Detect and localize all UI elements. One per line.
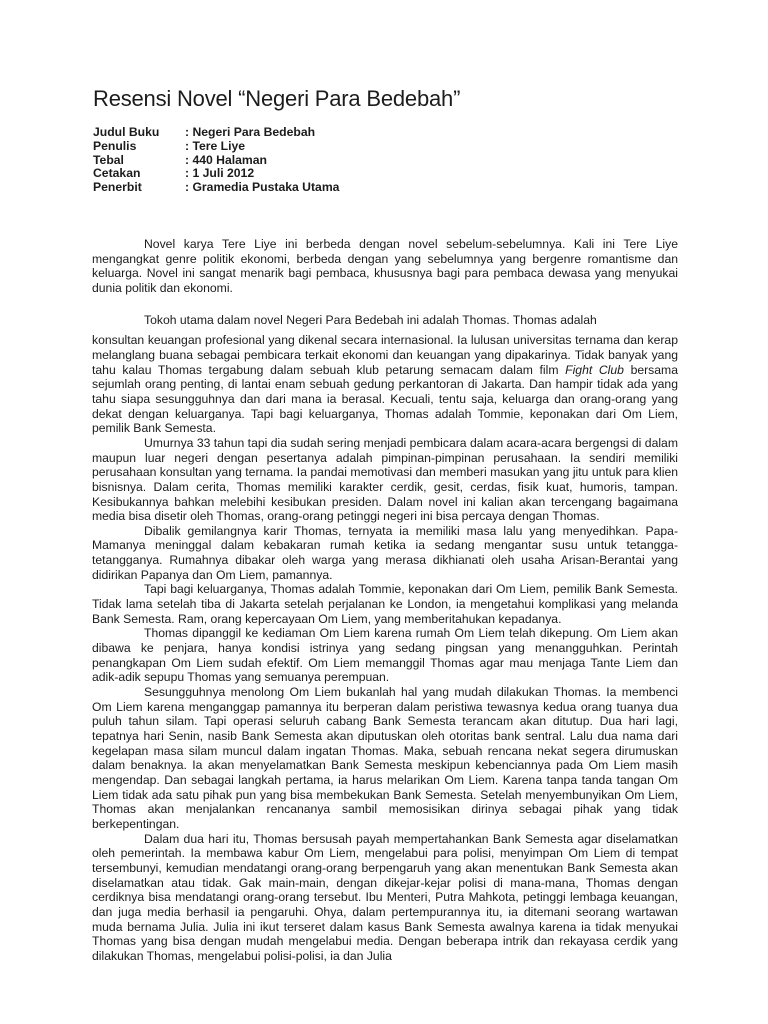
book-info-label: Penulis xyxy=(93,138,137,153)
book-info-value: : Negeri Para Bedebah xyxy=(185,125,316,139)
paragraph: Umurnya 33 tahun tapi dia sudah sering menjadi pembicara dalam acara-acara bergengsi di dalam maupun luar negeri dengan pesertanya adalah pimpinan-pimpinan perusahaan. Ia sendiri memiliki perusahaan konsultan yang ternama. Ia pandai memotivasi dan memberi masukan yang jitu untuk para klien bisnisnya. Dalam cerita, Thomas memiliki karakter cerdik, gesit, cerdas, fisik kuat, humoris, tampan. Kesibukannya bahkan melebihi kesibukan presiden. Dalam novel ini kalian akan tercengang bagaimana media bisa disetir oleh Thomas, orang-orang petinggi negeri ini bisa percaya dengan Thomas. xyxy=(92,435,678,524)
paragraph: Dibalik gemilangnya karir Thomas, ternyata ia memiliki masa lalu yang menyedihkan. Papa-Mamanya meninggal dalam kebakaran rumah ketika ia sedang mengantar susu untuk tetangga-tetangganya. Rumahnya dibakar oleh warga yang merasa dikhianati oleh usaha Arisan-Berantai yang didirikan Papanya dan Om Liem, pamannya. xyxy=(92,523,678,582)
book-info-label: Judul Buku xyxy=(93,125,160,139)
book-info-row xyxy=(93,126,339,140)
review-body xyxy=(92,237,678,964)
book-info-table xyxy=(93,126,339,195)
book-info-value: : Tere Liye xyxy=(185,138,246,153)
page-title: Resensi Novel “Negeri Para Bedebah” xyxy=(93,86,461,111)
book-info-value: : 1 Juli 2012 xyxy=(185,166,255,181)
book-info-label: Tebal xyxy=(93,152,124,167)
book-info-label: Cetakan xyxy=(93,166,141,181)
paragraph: Tapi bagi keluarganya, Thomas adalah Tommie, keponakan dari Om Liem, pemilik Bank Semesta. Tidak lama setelah tiba di Jakarta setelah perjalanan ke London, ia mengetahui komplikasi yang melanda Bank Semesta. Ram, orang kepercayaan Om Liem, yang memberitahukan kepadanya. xyxy=(92,582,678,626)
paragraph: Novel karya Tere Liye ini berbeda dengan novel sebelum-sebelumnya. Kali ini Tere Liye mengangkat genre politik ekonomi, berbeda dengan yang sebelumnya yang bergenre romantisme dan keluarga. Novel ini sangat menarik bagi pembaca, khususnya bagi para pembaca dewasa yang menyukai dunia politik dan ekonomi. xyxy=(92,237,678,295)
paragraph: Tokoh utama dalam novel Negeri Para Bedebah ini adalah Thomas. Thomas adalah xyxy=(144,312,597,327)
book-info-row xyxy=(93,181,339,195)
book-info-row xyxy=(93,167,339,181)
book-info-value: : Gramedia Pustaka Utama xyxy=(185,180,340,195)
book-info-row xyxy=(93,154,339,168)
book-info-label: Penerbit xyxy=(93,180,142,195)
book-info-value: : 440 Halaman xyxy=(185,152,267,167)
paragraph: Dalam dua hari itu, Thomas bersusah payah mempertahankan Bank Semesta agar diselamatkan oleh pemerintah. Ia membawa kabur Om Liem, mengelabui para polisi, menyimpan Om Liem di tempat tersembunyi, kemudian mendatangi orang-orang berpengaruh yang akan menentukan Bank Semesta akan diselamatkan atau tidak. Gak main-main, dengan dikejar-kejar polisi di mana-mana, Thomas dengan cerdiknya bisa mendatangi orang-orang tersebut. Ibu Menteri, Putra Mahkota, petinggi lembaga keuangan, dan juga media berhasil ia pengaruhi. Ohya, dalam pertempurannya itu, ia ditemani seorang wartawan muda bernama Julia. Julia ini ikut terseret dalam kasus Bank Semesta awalnya karena ia tidak menyukai Thomas yang bisa dengan mudah mengelabui media. Dengan beberapa intrik dan rekayasa cerdik yang dilakukan Thomas, mengelabui polisi-polisi, ia dan Julia xyxy=(92,831,678,963)
paragraph-gap xyxy=(92,296,678,313)
book-info-row xyxy=(93,140,339,154)
paragraph: Sesungguhnya menolong Om Liem bukanlah hal yang mudah dilakukan Thomas. Ia membenci Om Liem karena menganggap pamannya itu berperan dalam peristiwa tewasnya kedua orang tuanya dua puluh tahun silam. Tapi operasi seluruh cabang Bank Semesta terancam akan ditutup. Dua hari lagi, tepatnya hari Senin, nasib Bank Semesta akan diputuskan oleh otoritas bank sentral. Lalu dua nama dari kegelapan masa silam muncul dalam ingatan Thomas. Maka, sebuah rencana nekat segera dirumuskan dalam benaknya. Ia akan menyelamatkan Bank Semesta meskipun kebenciannya pada Om Liem masih mengendap. Dan sebagai langkah pertama, ia harus melarikan Om Liem. Karena tanpa tanda tangan Om Liem tidak ada satu pihak pun yang bisa membekukan Bank Semesta. Setelah menyembunyikan Om Liem, Thomas akan menjalankan rencananya sambil memosisikan dirinya sebagai pihak yang tidak berkepentingan. xyxy=(92,685,678,831)
paragraph: Thomas dipanggil ke kediaman Om Liem karena rumah Om Liem telah dikepung. Om Liem akan dibawa ke penjara, hanya kondisi istrinya yang sedang pingsan yang menangguhkan. Perintah penangkapan Om Liem sudah efektif. Om Liem memanggil Thomas agar mau menjaga Tante Liem dan adik-adik sepupu Thomas yang semuanya perempuan. xyxy=(92,626,678,685)
film-title: Fight Club xyxy=(565,362,624,377)
paragraph: konsultan keuangan profesional yang dikenal secara internasional. Ia lulusan universitas ternama dan kerap melanglang buana sebagai pembicara terkait ekonomi dan keuangan yang dipakarinya. Tidak banyak yang tahu kalau Thomas tergabung dalam sebuah klub petarung semacam dalam film Fight Club bersama sejumlah orang penting, di lantai enam sebuah gedung perkantoran di Jakarta. Dan hampir tidak ada yang tahu siapa sesungguhnya dan dari mana ia berasal. Kecuali, tentu saja, keluarga dan orang-orang yang dekat dengan keluarganya. Tapi bagi keluarganya, Thomas adalah Tommie, keponakan dari Om Liem, pemilik Bank Semesta. xyxy=(92,333,678,436)
